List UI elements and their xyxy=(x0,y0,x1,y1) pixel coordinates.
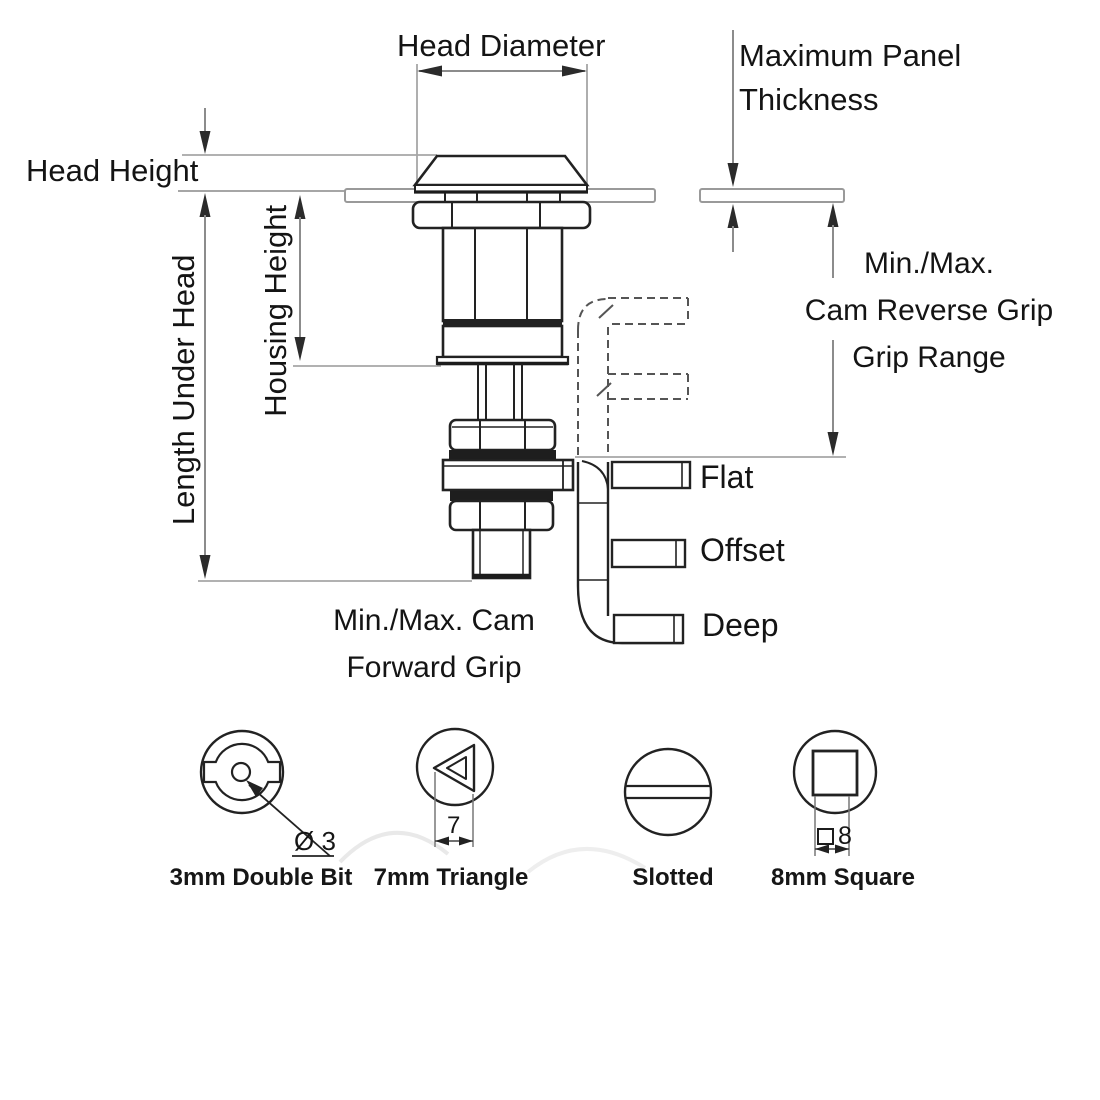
cam-arm-flat xyxy=(612,462,690,488)
fastener-stem-and-nuts xyxy=(443,364,573,578)
head-diameter-label: Head Diameter xyxy=(397,28,606,63)
cam-offset-label: Offset xyxy=(700,532,785,568)
drive-label-slotted: Slotted xyxy=(632,864,714,891)
head-height-label: Head Height xyxy=(26,153,199,188)
cam-body xyxy=(578,461,690,643)
drive-label-triangle: 7mm Triangle xyxy=(373,864,529,891)
double-bit-diameter-note: Ø 3 xyxy=(294,826,336,856)
reverse-grip-line3: Grip Range xyxy=(852,341,1006,374)
reverse-grip-label xyxy=(786,240,1072,381)
cam-arm-offset xyxy=(612,540,685,567)
square-size-value: 8 xyxy=(838,822,852,850)
dim-head-height xyxy=(182,108,437,155)
max-panel-thickness-label xyxy=(739,34,961,122)
housing-height-label: Housing Height xyxy=(258,204,294,417)
triangle-size-note: 7 xyxy=(447,812,461,839)
reverse-grip-line1: Min./Max. xyxy=(863,247,995,280)
square-symbol-icon xyxy=(817,828,834,845)
square-size-note xyxy=(817,822,852,851)
forward-grip-label xyxy=(300,597,568,691)
drive-label-square: 8mm Square xyxy=(770,864,916,891)
max-panel-thickness-line2: Thickness xyxy=(739,82,879,117)
max-panel-thickness-line1: Maximum Panel xyxy=(739,38,962,73)
dim-max-panel-thickness xyxy=(728,30,739,252)
cam-deep-label: Deep xyxy=(702,607,779,643)
drive-slotted xyxy=(625,749,711,835)
cam-reverse-ghost xyxy=(578,298,688,456)
reverse-grip-line2: Cam Reverse Grip xyxy=(804,294,1054,327)
dim-length-under-head xyxy=(198,193,472,581)
drive-label-double-bit: 3mm Double Bit xyxy=(169,864,353,891)
fastener-housing xyxy=(413,202,590,364)
forward-grip-line2: Forward Grip xyxy=(346,651,522,684)
forward-grip-line1: Min./Max. Cam xyxy=(333,604,535,637)
cam-flat-label: Flat xyxy=(700,459,754,495)
length-under-head-label: Length Under Head xyxy=(166,254,202,526)
cam-arm-deep xyxy=(614,615,683,643)
